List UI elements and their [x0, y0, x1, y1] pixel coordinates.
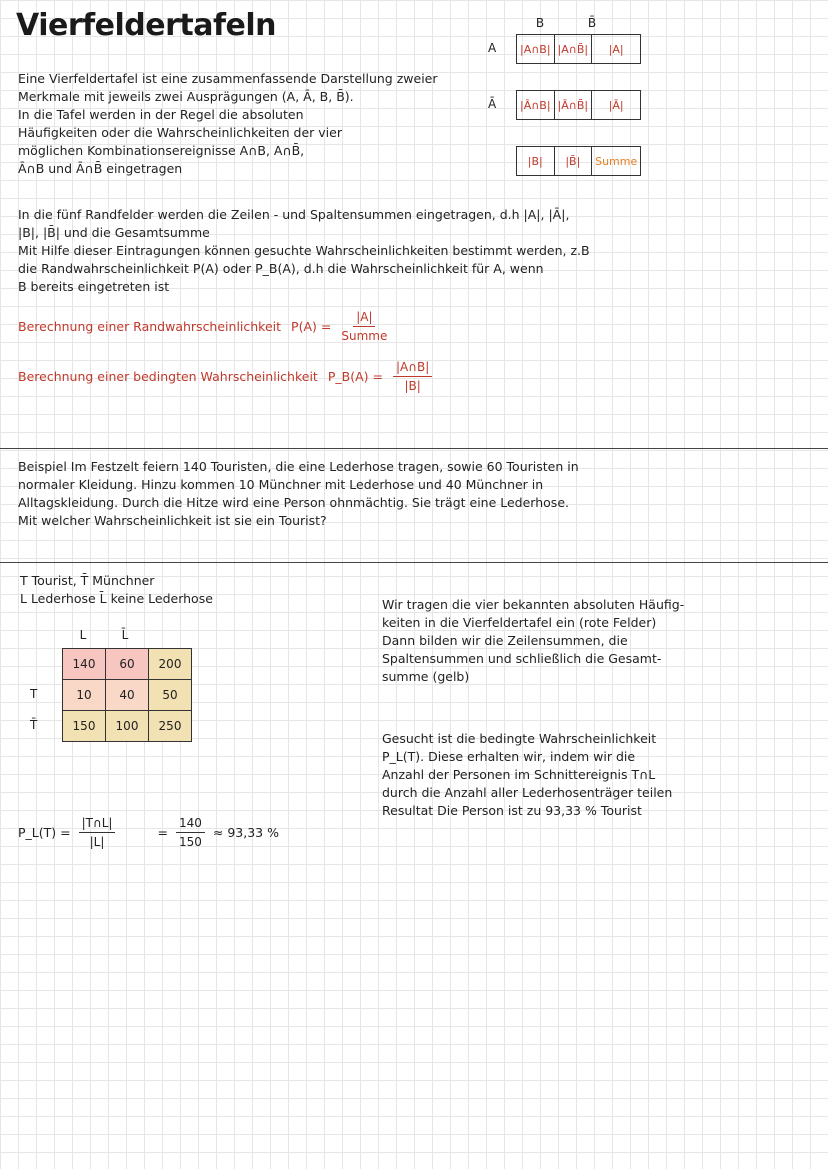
row-header-t: T — [30, 687, 38, 701]
fraction: $\frac{|A\cap B|}{|B|}$ — [393, 358, 432, 395]
example-table — [30, 628, 192, 742]
result-formula: P_L(T) = $\frac{|T\cap L|}{|L|}$ = $\frac{140}{150}$ ≈ 93,33 % — [18, 816, 279, 849]
definition-table — [488, 16, 641, 176]
col-header-l: L — [79, 628, 87, 642]
cell-red: 40 — [106, 680, 149, 711]
cell-yellow: 250 — [149, 711, 192, 742]
row-header-t-bar: T̄ — [30, 718, 38, 732]
fraction: $\frac{|A|}{\text{Summe}}$ — [341, 310, 388, 343]
legend: T Tourist, T̄ Münchner L Lederhose L̄ keine Lederhose — [20, 573, 213, 606]
cell-red: 140 — [63, 649, 106, 680]
divider — [0, 448, 828, 449]
page-title: Vierfeldertafeln — [16, 8, 277, 43]
cell-sum: Summe — [592, 147, 641, 176]
cell: |A∩B| — [517, 35, 555, 64]
example-text: Beispiel Im Festzelt feiern 140 Touristen, die eine Lederhose tragen, sowie 60 Touristen in normaler Kleidung. Hinzu kommen 10 Münchner mit Lederhose und 40 Münchner in Alltagskleidung. Durch die Hitze wird eine Person ohnmächtig. Sie trägt eine Lederhose. Mit welcher Wahrscheinlichkeit ist sie ein Tourist? — [18, 459, 579, 528]
row-header-a: A — [488, 41, 497, 55]
cell: |Ā∩B| — [517, 91, 555, 120]
cell: |A∩B̄| — [554, 35, 592, 64]
cell-red: 60 — [106, 649, 149, 680]
definition-grid — [516, 34, 641, 176]
col-header-l-bar: L̄ — [121, 628, 129, 642]
cell: |Ā∩B̄| — [554, 91, 592, 120]
col-header-b-bar: B̄ — [587, 16, 597, 30]
cell: |B| — [517, 147, 555, 176]
cell: |A| — [592, 35, 641, 64]
explanation-fill: Wir tragen die vier bekannten absoluten Häufig- keiten in die Vierfeldertafel ein (rote Felder) Dann bilden wir die Zeilensummen, die Spaltensummen und schließlich die Gesamt- summe (gelb) — [382, 597, 685, 684]
fraction: $\frac{140}{150}$ — [176, 814, 205, 851]
divider — [0, 562, 828, 563]
cell-yellow: 200 — [149, 649, 192, 680]
cell-yellow: 100 — [106, 711, 149, 742]
intro-text: Eine Vierfeldertafel ist eine zusammenfassende Darstellung zweier Merkmale mit jeweils zwei Ausprägungen (A, Ā, B, B̄). In die Tafel werden in der Regel die absoluten Häufigkeiten oder die Wahrscheinlichkeiten der vier möglichen Kombinationsereignisse A∩B, A∩B̄, Ā∩B und Ā∩B̄ eingetragen — [18, 71, 438, 176]
cell-yellow: 150 — [63, 711, 106, 742]
cell-yellow: 50 — [149, 680, 192, 711]
explanation-result: Gesucht ist die bedingte Wahrscheinlichkeit P_L(T). Diese erhalten wir, indem wir die Anzahl der Personen im Schnittereignis T∩L durch die Anzahl aller Lederhosenträger teilen Resultat Die Person ist zu 93,33 % Tourist — [382, 731, 673, 818]
fraction: $\frac{|T\cap L|}{|L|}$ — [79, 814, 116, 851]
formula-marginal: Berechnung einer Randwahrscheinlichkeit P(A) = $\frac{|A|}{\text{Summe}}$ — [18, 310, 388, 343]
col-header-b: B — [535, 16, 545, 30]
body-text: In die fünf Randfelder werden die Zeilen - und Spaltensummen eingetragen, d.h |A|, |Ā|, |B|, |B̄| und die Gesamtsumme Mit Hilfe dieser Eintragungen können gesuchte Wahrscheinlichkeiten bestimmt werden, z.B die Randwahrscheinlichkeit P(A) oder P_B(A), d.h die Wahrscheinlichkeit für A, wenn B bereits eingetreten ist — [18, 207, 590, 294]
row-header-a-bar: Ā — [488, 97, 497, 111]
formula-conditional: Berechnung einer bedingten Wahrscheinlichkeit P_B(A) = $\frac{|A\cap B|}{|B|}$ — [18, 358, 432, 395]
cell: |B̄| — [554, 147, 592, 176]
cell: |Ā| — [592, 91, 641, 120]
example-grid — [62, 648, 192, 742]
cell-red: 10 — [63, 680, 106, 711]
